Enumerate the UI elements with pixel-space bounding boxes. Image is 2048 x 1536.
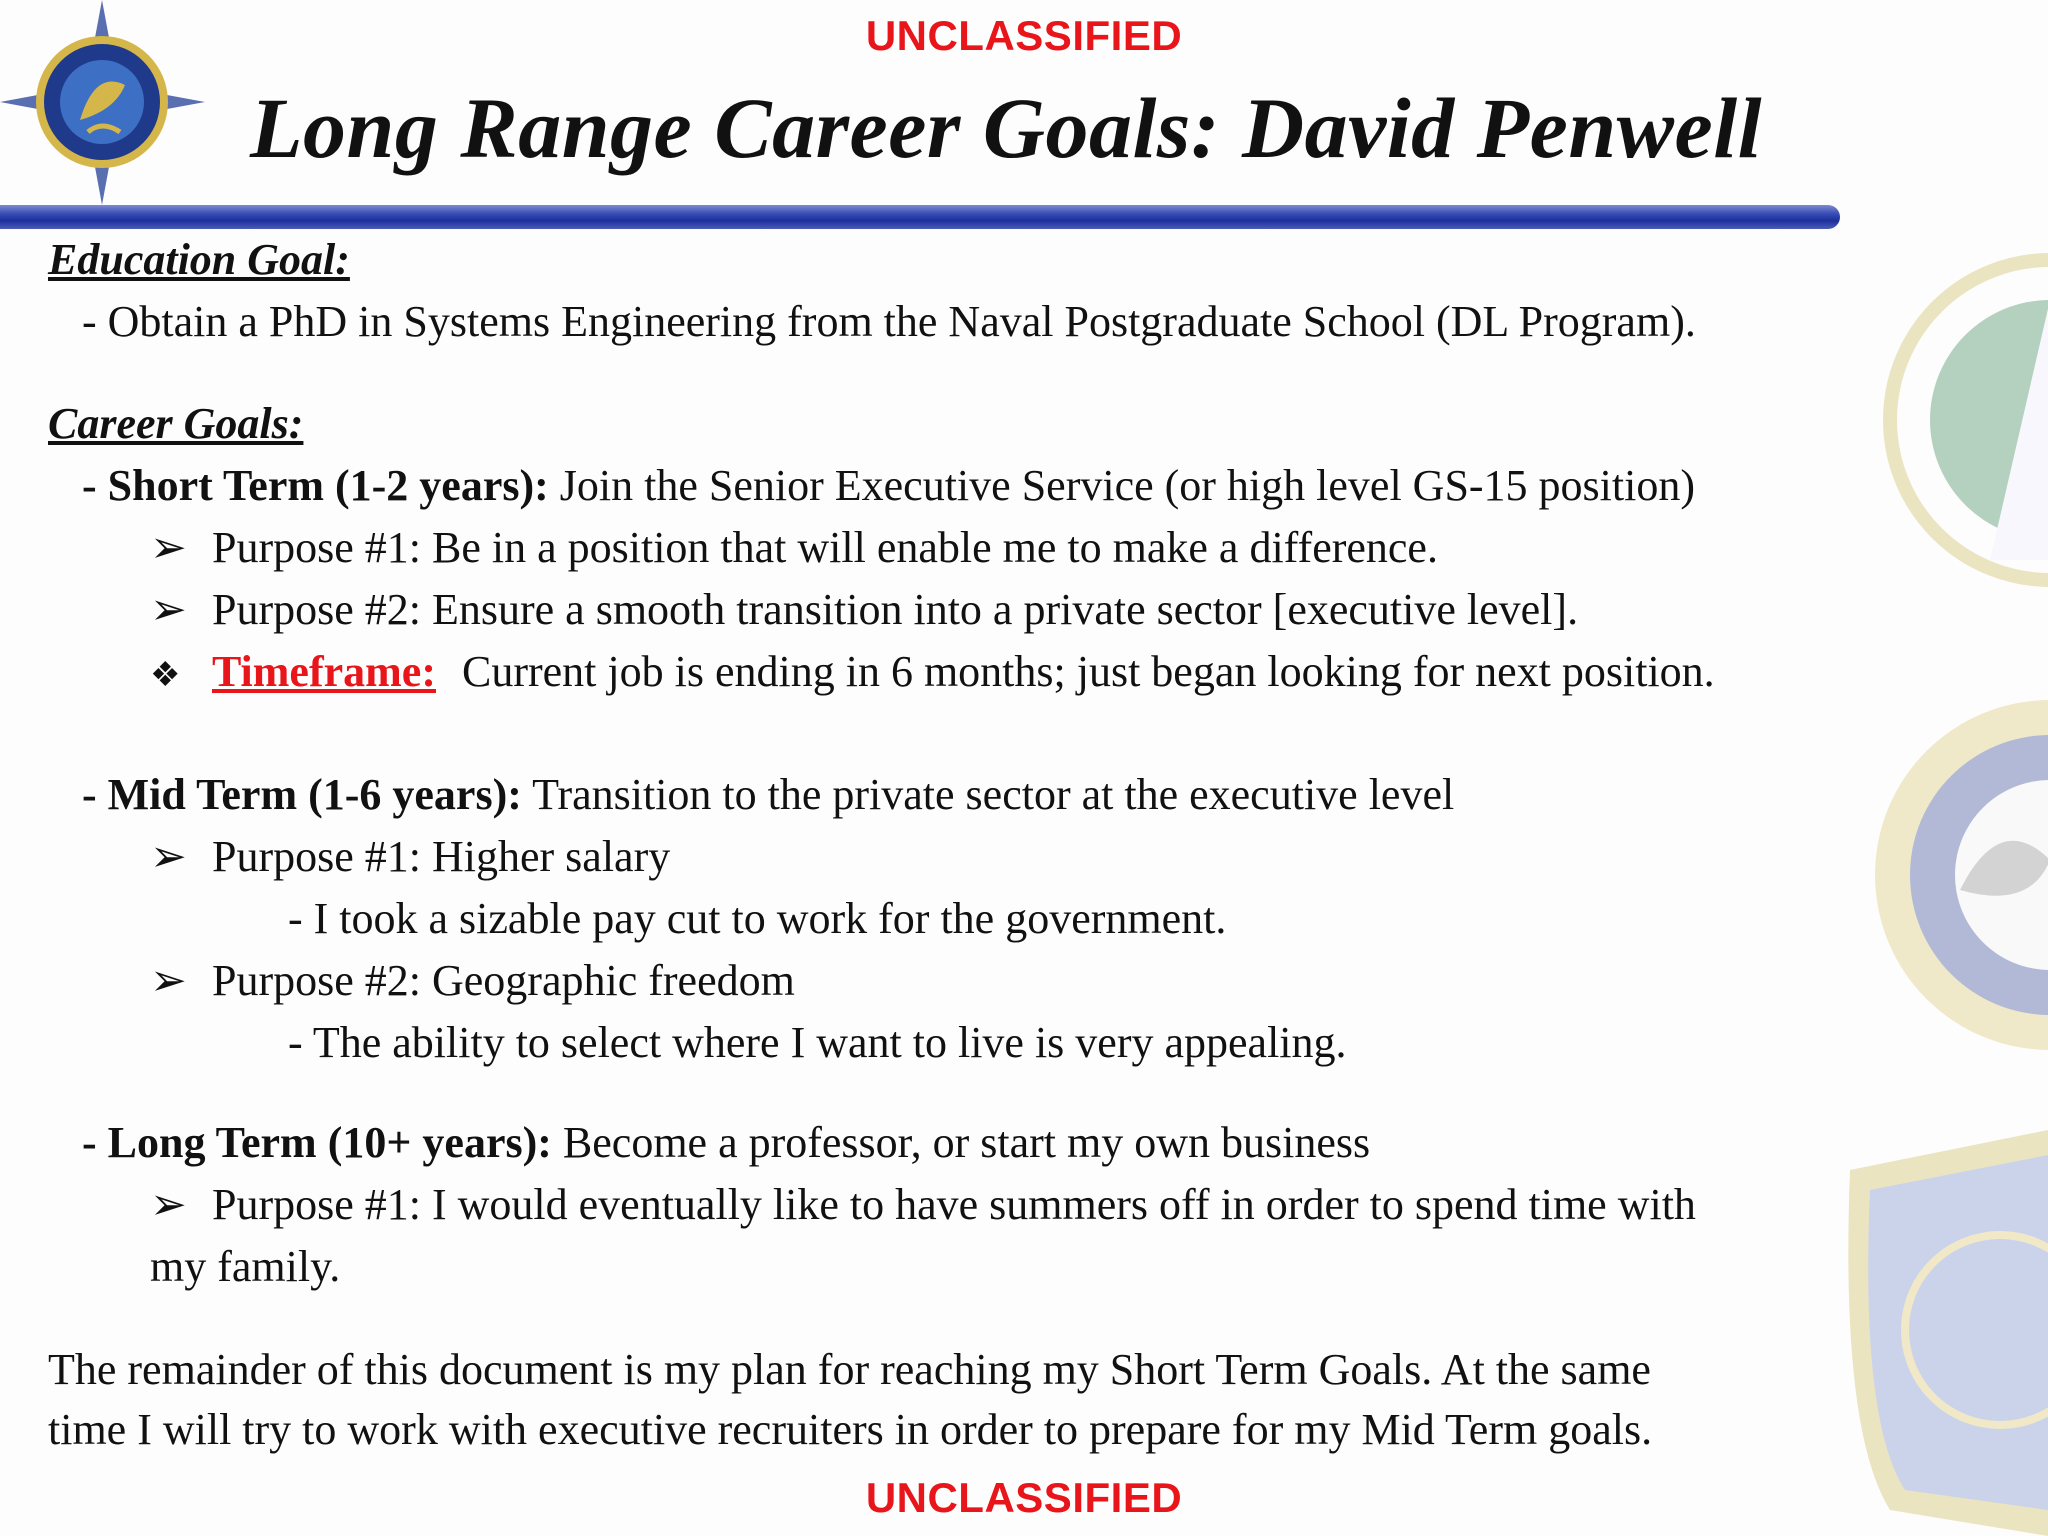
classification-banner-top: UNCLASSIFIED	[865, 12, 1183, 59]
title-divider	[0, 205, 1840, 229]
timeframe-label: Timeframe:	[212, 647, 436, 696]
purpose-text: Purpose #2: Geographic freedom	[212, 956, 795, 1005]
short-term-purpose-2	[150, 585, 1579, 634]
arrow-bullet-icon: ➢	[150, 1180, 187, 1229]
purpose-text: Purpose #2: Ensure a smooth transition into a private sector [executive level].	[212, 585, 1579, 634]
long-term-label: - Long Term (10+ years):	[82, 1118, 552, 1167]
diamond-bullet-icon: ❖	[150, 657, 181, 694]
short-term-text: Join the Senior Executive Service (or high level GS-15 position)	[548, 461, 1696, 510]
sealift-seal	[1840, 680, 2048, 1070]
mid-term-purpose-2-detail: - The ability to select where I want to live is very appealing.	[288, 1018, 1347, 1067]
closing-line-2: time I will try to work with executive recruiters in order to prepare for my Mid Term goals.	[48, 1405, 1653, 1454]
closing-line-1: The remainder of this document is my plan for reaching my Short Term Goals. At the same	[48, 1345, 1651, 1394]
arrow-bullet-icon: ➢	[150, 585, 187, 634]
short-term-purpose-1	[150, 523, 1438, 572]
purpose-text: Purpose #1: Be in a position that will enable me to make a difference.	[212, 523, 1438, 572]
timeframe-text: Current job is ending in 6 months; just began looking for next position.	[461, 647, 1715, 696]
arrow-bullet-icon: ➢	[150, 523, 187, 572]
purpose-text: Purpose #1: I would eventually like to have summers off in order to spend time with	[212, 1180, 1696, 1229]
short-term-timeframe	[150, 647, 1715, 696]
mid-term-label: - Mid Term (1-6 years):	[82, 770, 522, 819]
mid-term-line	[82, 770, 1455, 819]
mid-term-purpose-2	[150, 956, 795, 1005]
page-title: Long Range Career Goals: David Penwell	[250, 80, 1762, 176]
long-term-purpose-1-continued: my family.	[150, 1242, 341, 1291]
mid-term-purpose-1	[150, 832, 671, 881]
career-heading: Career Goals:	[48, 399, 304, 448]
long-term-purpose-1	[150, 1180, 1696, 1229]
education-item: - Obtain a PhD in Systems Engineering from the Naval Postgraduate School (DL Program).	[82, 297, 1696, 346]
education-heading: Education Goal:	[48, 235, 350, 284]
long-term-text: Become a professor, or start my own business	[551, 1118, 1371, 1167]
arrow-bullet-icon: ➢	[150, 832, 187, 881]
mid-term-text: Transition to the private sector at the executive level	[521, 770, 1455, 819]
classification-banner-bottom: UNCLASSIFIED	[865, 1474, 1183, 1521]
short-term-label: - Short Term (1-2 years):	[82, 461, 549, 510]
surface-deployment-seal	[1840, 240, 2048, 600]
long-term-line	[82, 1118, 1371, 1167]
arrow-bullet-icon: ➢	[150, 956, 187, 1005]
purpose-text: Purpose #1: Higher salary	[212, 832, 671, 881]
short-term-line	[82, 461, 1696, 510]
mid-term-purpose-1-detail: - I took a sizable pay cut to work for the government.	[288, 894, 1227, 943]
